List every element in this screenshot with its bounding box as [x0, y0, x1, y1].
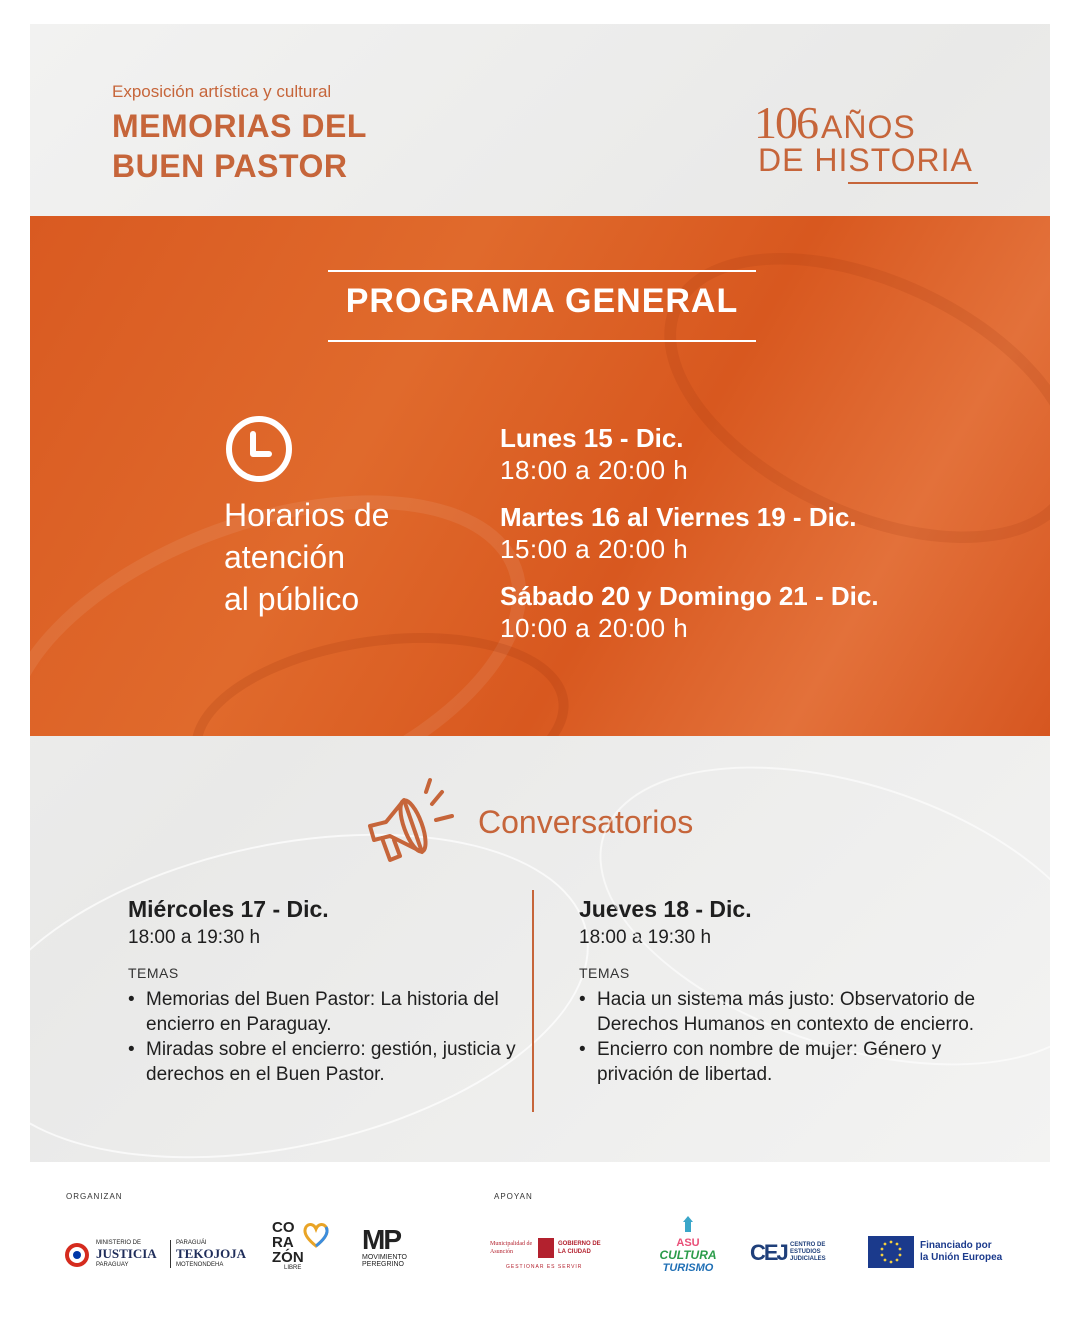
- asu-line2: CULTURA: [659, 1248, 717, 1262]
- topic-item: • Memorias del Buen Pastor: La historia del encierro en Paraguay.: [146, 987, 520, 1037]
- apoyan-label: APOYAN: [494, 1192, 533, 1201]
- title-line-1: MEMORIAS DEL: [112, 108, 367, 144]
- conversatorios-title: Conversatorios: [478, 804, 694, 840]
- anniversary-underline: [848, 182, 978, 184]
- justicia-country: PARAGUAY: [96, 1262, 129, 1268]
- topic-list: [128, 987, 520, 1087]
- title-line-2: BUEN PASTOR: [112, 148, 348, 184]
- topic-item: • Miradas sobre el encierro: gestión, justicia y derechos en el Buen Pastor.: [146, 1037, 520, 1087]
- corazon-libre-logo: [272, 1220, 342, 1271]
- anniversary-line-2: DE HISTORIA: [758, 142, 973, 178]
- poster: [30, 24, 1050, 1162]
- cej-text: CENTRO DE ESTUDIOS JUDICIALES: [790, 1242, 826, 1262]
- session-time: 18:00 a 19:30 h: [128, 927, 261, 948]
- corazon-sub: LIBRE: [284, 1265, 302, 1271]
- topics-label: TEMAS: [128, 965, 179, 981]
- church-icon: [679, 1216, 697, 1232]
- corazon-line: ZÓN: [272, 1249, 304, 1266]
- justicia-small: MINISTERIO DE: [96, 1240, 142, 1246]
- asuncion-shield-icon: [538, 1238, 554, 1258]
- eu-funding-logo: [868, 1236, 1028, 1273]
- megaphone-icon: [360, 774, 460, 874]
- eu-text-2: la Unión Europea: [920, 1252, 1003, 1263]
- session-column: [579, 896, 989, 1087]
- mp-sub2: PEREGRINO: [362, 1261, 405, 1268]
- corazon-line: CO: [272, 1219, 295, 1236]
- justicia-big: JUSTICIA: [96, 1246, 157, 1261]
- schedule-time: 18:00 a 20:00 h: [500, 455, 689, 485]
- sponsors-footer: [0, 1162, 1080, 1336]
- gobierno-text: GOBIERNO DE LA CIUDAD: [558, 1241, 601, 1255]
- asu-line3: TURISMO: [662, 1262, 714, 1274]
- schedule-day: Martes 16 al Viernes 19 - Dic.: [500, 502, 857, 532]
- schedule-item: [500, 580, 879, 644]
- tekojoja-sub: MOTENONDEHA: [176, 1262, 224, 1268]
- session-day: Miércoles 17 - Dic.: [128, 896, 329, 922]
- hours-label-line: Horarios de: [224, 497, 390, 533]
- mp-sub1: MOVIMIENTO: [362, 1254, 407, 1261]
- exhibition-title: [112, 106, 367, 186]
- topic-item: • Hacia un sistema más justo: Observatorio de Derechos Humanos en contexto de encierro.: [597, 987, 989, 1037]
- tekojoja-big: TEKOJOJA: [176, 1246, 247, 1261]
- hours-label-line: al público: [224, 581, 360, 617]
- schedule-day: Lunes 15 - Dic.: [500, 423, 684, 453]
- schedule-day: Sábado 20 y Domingo 21 - Dic.: [500, 581, 879, 611]
- column-divider: [532, 890, 534, 1112]
- clock-icon: [224, 414, 294, 484]
- session-time: 18:00 a 19:30 h: [579, 927, 712, 948]
- program-title-bottom-rule: [328, 340, 756, 342]
- paraguay-seal-icon: [64, 1242, 90, 1268]
- program-title-top-rule: [328, 270, 756, 272]
- hours-label-line: atención: [224, 539, 345, 575]
- anniversary-number: 106: [754, 97, 817, 148]
- gestionar-text: GESTIONAR ES SERVIR: [506, 1264, 583, 1270]
- schedule-item: [500, 422, 688, 486]
- schedule-time: 15:00 a 20:00 h: [500, 534, 689, 564]
- exhibition-subtitle: Exposición artística y cultural: [112, 82, 332, 101]
- session-day: Jueves 18 - Dic.: [579, 896, 752, 922]
- asu-cultura-turismo-logo: [656, 1216, 720, 1274]
- topic-item: • Encierro con nombre de mujer: Género y privación de libertad.: [597, 1037, 989, 1087]
- schedule-item: [500, 501, 857, 565]
- mp-big: MP: [362, 1224, 400, 1255]
- muni-text: Municipalidad de Asunción: [490, 1241, 533, 1255]
- heart-icon: [302, 1222, 330, 1248]
- schedule-time: 10:00 a 20:00 h: [500, 613, 689, 643]
- opening-hours-label: [224, 494, 389, 620]
- session-column: [128, 896, 520, 1087]
- eu-flag-icon: [868, 1236, 914, 1268]
- topic-list: [579, 987, 989, 1087]
- anniversary-word: AÑOS: [821, 109, 916, 145]
- cej-big: CEJ: [750, 1240, 787, 1265]
- corazon-line: RA: [272, 1234, 294, 1251]
- eu-text-1: Financiado por: [920, 1240, 992, 1251]
- asu-line1: ASU: [676, 1237, 700, 1249]
- movimiento-peregrino-logo: [362, 1226, 432, 1268]
- tekojoja-small: PARAGUÁI: [176, 1240, 207, 1246]
- program-title: PROGRAMA GENERAL: [345, 282, 739, 320]
- topics-label: TEMAS: [579, 965, 630, 981]
- organizan-label: ORGANIZAN: [66, 1192, 123, 1201]
